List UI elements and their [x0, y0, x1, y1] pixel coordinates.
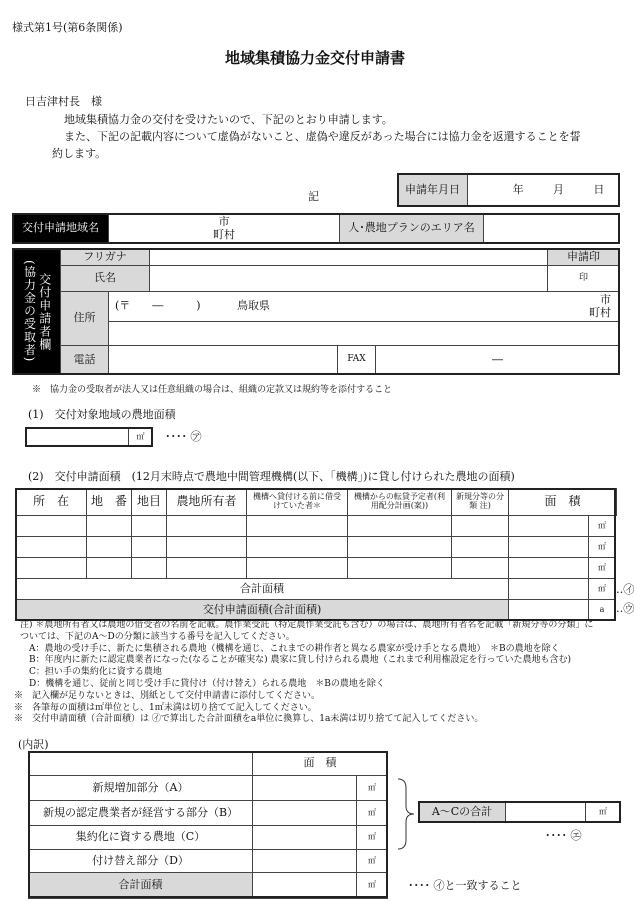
- unit-label: a: [588, 599, 616, 621]
- note-line: C：担い手の集約化に資する農地: [20, 667, 162, 678]
- area-name-label: 人･農地プランのエリア名: [339, 213, 484, 244]
- applicant-label: 交付申請者欄: [37, 272, 52, 351]
- breakdown-row-label: 新規増加部分（A）: [28, 775, 253, 801]
- name-label: 氏名: [60, 265, 150, 292]
- town-label: 町村: [213, 227, 235, 241]
- table-cell[interactable]: [451, 536, 509, 558]
- column-header: 所 在: [15, 488, 87, 516]
- area-cell[interactable]: [508, 557, 589, 579]
- fax-field[interactable]: ―: [375, 345, 620, 375]
- month-label: 月: [552, 182, 564, 196]
- sum-label: A～Cの合計: [418, 801, 506, 823]
- column-header: 機構からの転貸予定者(利用配分計画(案)): [347, 488, 452, 516]
- breakdown-row-label: 新規の認定農業者が経営する部分（B）: [28, 800, 253, 826]
- table-cell[interactable]: [166, 515, 247, 537]
- page-title: 地域集積協力金交付申請書: [224, 49, 405, 67]
- furigana-field[interactable]: [149, 248, 548, 266]
- column-header: 機構へ貸付ける前に借受けていた者＊: [246, 488, 348, 516]
- table-cell[interactable]: [347, 536, 452, 558]
- apply-area-field[interactable]: [508, 599, 589, 621]
- note-line: D：機構を通じ、従前と同じ受け手に貸付け（付け替え）られる農地 ＊Bの農地を除く: [20, 678, 385, 689]
- column-header: 新規分等の分類 注): [451, 488, 509, 516]
- table-cell[interactable]: [347, 557, 452, 579]
- section2-heading: (2) 交付申請面積 (12月末時点で農地中間管理機構(以下、「機構」)に貸し付けられた農地の面積): [28, 470, 515, 483]
- seal-field[interactable]: 印: [547, 265, 620, 292]
- fax-label: FAX: [337, 345, 376, 375]
- address-line2-field[interactable]: [108, 321, 620, 346]
- phone-field[interactable]: [108, 345, 338, 375]
- brace-icon: [396, 778, 418, 850]
- marker-u: ‥㋒: [616, 602, 634, 615]
- breakdown-header-blank: [28, 751, 253, 776]
- address-field[interactable]: [108, 291, 620, 322]
- seal-label: 申請印: [547, 248, 620, 266]
- note-line: ※ 交付申請面積（合計面積）は ㋑で算出した合計面積をa単位に換算し、1a未満は切り捨てて記入してください。: [14, 714, 484, 725]
- column-header: 地 番: [86, 488, 132, 516]
- marker-a: ････ ㋐: [165, 430, 202, 443]
- unit-label: ㎡: [585, 801, 621, 823]
- intro-line: 約します。: [52, 147, 107, 160]
- table-cell[interactable]: [131, 536, 167, 558]
- table-cell[interactable]: [86, 536, 132, 558]
- breakdown-area-field[interactable]: [252, 800, 357, 826]
- total-area-label: 合計面積: [15, 578, 509, 600]
- breakdown-total-label: 合計面積: [28, 872, 253, 899]
- marker-i: ‥㋑: [616, 583, 634, 596]
- note-line: B：年度内に新たに認定農業者になった(なることが確実な) 農家に貸し付けられる農地（これまで利用権設定を行っていた農地も含む): [20, 655, 572, 666]
- form-number: 様式第1号(第6条関係): [12, 21, 123, 34]
- prefecture: 鳥取県: [237, 299, 270, 313]
- marker-e: ････ ㋓: [545, 829, 582, 842]
- city-label: 市: [218, 215, 230, 229]
- table-cell[interactable]: [131, 515, 167, 537]
- sum-field[interactable]: [505, 801, 586, 823]
- area-header: 面 積: [252, 751, 388, 776]
- unit-label: ㎡: [588, 557, 616, 579]
- table-cell[interactable]: [451, 515, 509, 537]
- postal-code: (〒 ― ): [115, 299, 201, 313]
- section1-heading: (1) 交付対象地域の農地面積: [28, 408, 176, 421]
- unit-label: ㎡: [356, 800, 388, 826]
- area-cell[interactable]: [508, 515, 589, 537]
- breakdown-row-label: 付け替え部分（D）: [28, 849, 253, 873]
- name-field[interactable]: [149, 265, 548, 292]
- column-header: 農地所有者: [166, 488, 247, 516]
- ki-label: 記: [308, 190, 319, 203]
- unit-label: ㎡: [588, 515, 616, 537]
- phone-label: 電話: [60, 345, 109, 375]
- intro-line: また、下記の記載内容について虚偽がないこと、虚偽や違反があった場合には協力金を返還することを誓: [64, 130, 581, 143]
- unit-label: ㎡: [356, 775, 388, 801]
- table-cell[interactable]: [86, 557, 132, 579]
- unit-label: ㎡: [128, 427, 153, 447]
- farmland-area-field[interactable]: [25, 427, 129, 447]
- date-field[interactable]: [467, 173, 620, 207]
- breakdown-heading: (内訳): [18, 738, 49, 751]
- table-cell[interactable]: [86, 515, 132, 537]
- day-label: 日: [593, 182, 605, 196]
- address-label: 住所: [60, 291, 109, 346]
- breakdown-row-label: 集約化に資する農地（C）: [28, 825, 253, 850]
- recipient-label: (協力金の受取者): [22, 260, 37, 363]
- unit-label: ㎡: [356, 872, 388, 899]
- furigana-label: フリガナ: [60, 248, 150, 266]
- table-cell[interactable]: [166, 557, 247, 579]
- table-cell[interactable]: [246, 515, 348, 537]
- breakdown-area-field[interactable]: [252, 825, 357, 850]
- applicant-side-label: [12, 248, 61, 375]
- table-cell[interactable]: [246, 536, 348, 558]
- notes: [14, 620, 594, 726]
- breakdown-area-field[interactable]: [252, 775, 357, 801]
- apply-area-label: 交付申請面積(合計面積): [15, 599, 509, 621]
- note-line: ついては、下記のA～Dの分類に該当する番号を記入してください。: [20, 631, 295, 642]
- addressee: 日吉津村長 様: [25, 95, 102, 108]
- area-cell[interactable]: [508, 536, 589, 558]
- unit-label: ㎡: [356, 825, 388, 850]
- total-area-field[interactable]: [508, 578, 589, 600]
- unit-label: ㎡: [588, 578, 616, 600]
- column-header: 地目: [131, 488, 167, 516]
- table-cell[interactable]: [246, 557, 348, 579]
- table-cell[interactable]: [131, 557, 167, 579]
- table-cell[interactable]: [166, 536, 247, 558]
- date-label: 申請年月日: [397, 173, 468, 207]
- table-cell[interactable]: [15, 557, 87, 579]
- corporate-note: ※ 協力金の受取者が法人又は任意組織の場合は、組織の定款又は規約等を添付すること: [32, 385, 393, 395]
- area-name-field[interactable]: [483, 213, 620, 244]
- breakdown-area-field[interactable]: [252, 872, 357, 899]
- intro-line: 地域集積協力金の交付を受けたいので、下記のとおり申請します。: [64, 113, 393, 126]
- town-label: 町村: [589, 305, 611, 319]
- note-line: ※ 記入欄が足りないときは、別紙として交付申請書に添付してください。: [14, 690, 321, 701]
- region-field[interactable]: [108, 213, 340, 244]
- table-cell[interactable]: [347, 515, 452, 537]
- total-note: ････ ㋑と一致すること: [408, 879, 522, 892]
- city-label: 市: [600, 293, 611, 307]
- note-line: 注) ＊農地所有者又は農地の借受者の名前を記載。農作業受託（特定農作業受託も含む）の場合は、農地所有者名を記載「新規分等の分類」に: [20, 620, 594, 630]
- breakdown-area-field[interactable]: [252, 849, 357, 873]
- table-cell[interactable]: [15, 536, 87, 558]
- table-cell[interactable]: [451, 557, 509, 579]
- region-label: 交付申請地域名: [12, 213, 109, 244]
- year-label: 年: [512, 182, 524, 196]
- column-header: 面 積: [508, 488, 617, 516]
- unit-label: ㎡: [588, 536, 616, 558]
- unit-label: ㎡: [356, 849, 388, 873]
- note-line: A：農地の受け手に、新たに集積される農地（機構を通じ、これまでの耕作者と異なる農家が受け手となる農地） ＊Bの農地を除く: [20, 643, 560, 654]
- table-cell[interactable]: [15, 515, 87, 537]
- note-line: ※ 各筆毎の面積は㎡単位とし、1㎡未満は切り捨てて記入してください。: [14, 702, 317, 713]
